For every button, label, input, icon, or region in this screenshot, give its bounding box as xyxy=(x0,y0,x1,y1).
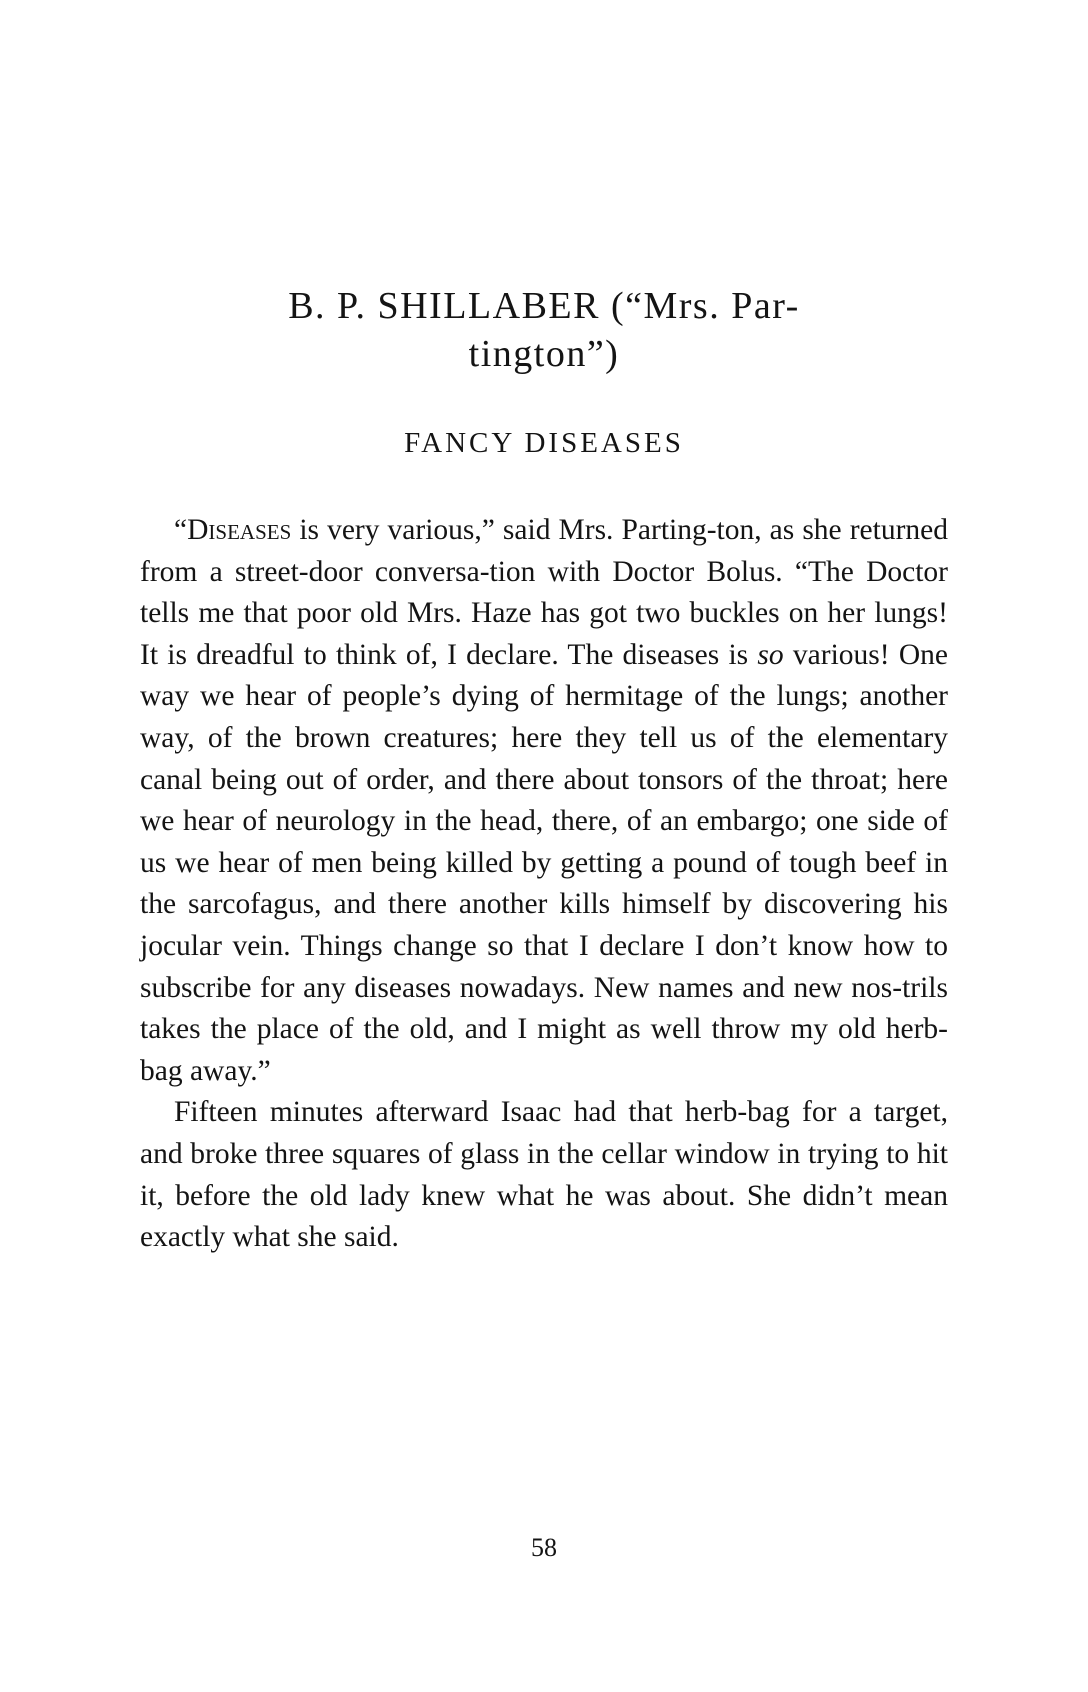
chapter-title-line-1: B. P. SHILLABER (“Mrs. Par- xyxy=(288,285,800,327)
paragraph-1-text-a: is very various,” said Mrs. Parting-ton, as she returned from a street-door conversa-tion with Doctor Bolus. “The Doctor tells me that poor old Mrs. Haze has got two buckles on her lungs! It is dreadful to think of, I declare. The diseases is xyxy=(140,514,948,671)
chapter-title-line-2: tington”) xyxy=(468,333,620,375)
section-subtitle: FANCY DISEASES xyxy=(404,427,684,459)
page-number: 58 xyxy=(531,1533,557,1562)
body-text xyxy=(140,510,948,1259)
opening-quote: “ xyxy=(174,514,188,546)
paragraph-1-text-b: various! One way we hear of people’s dying of hermitage of the lungs; another way, of the brown creatures; here they tell us of the elementary canal being out of order, and there about tonsors of the throat; here we hear of neurology in the head, there, of an embargo; one side of us we hear of men being killed by getting a pound of tough beef in the sarcofagus, and there another kills himself by discovering his jocular vein. Things change so that I declare I don’t know how to subscribe for any diseases nowadays. New names and new nos-trils takes the place of the old, and I might as well throw my old herb-bag away.” xyxy=(140,638,948,1087)
paragraph-2: Fifteen minutes afterward Isaac had that herb-bag for a target, and broke three squares of glass in the cellar window in trying to hit it, before the old lady knew what he was about. She didn’t mean exactly what she said. xyxy=(140,1096,948,1254)
lead-word-small-caps: Diseases xyxy=(187,514,292,546)
paragraph-1 xyxy=(140,510,948,1092)
italic-emphasis: so xyxy=(757,638,784,671)
chapter-title xyxy=(140,282,948,378)
